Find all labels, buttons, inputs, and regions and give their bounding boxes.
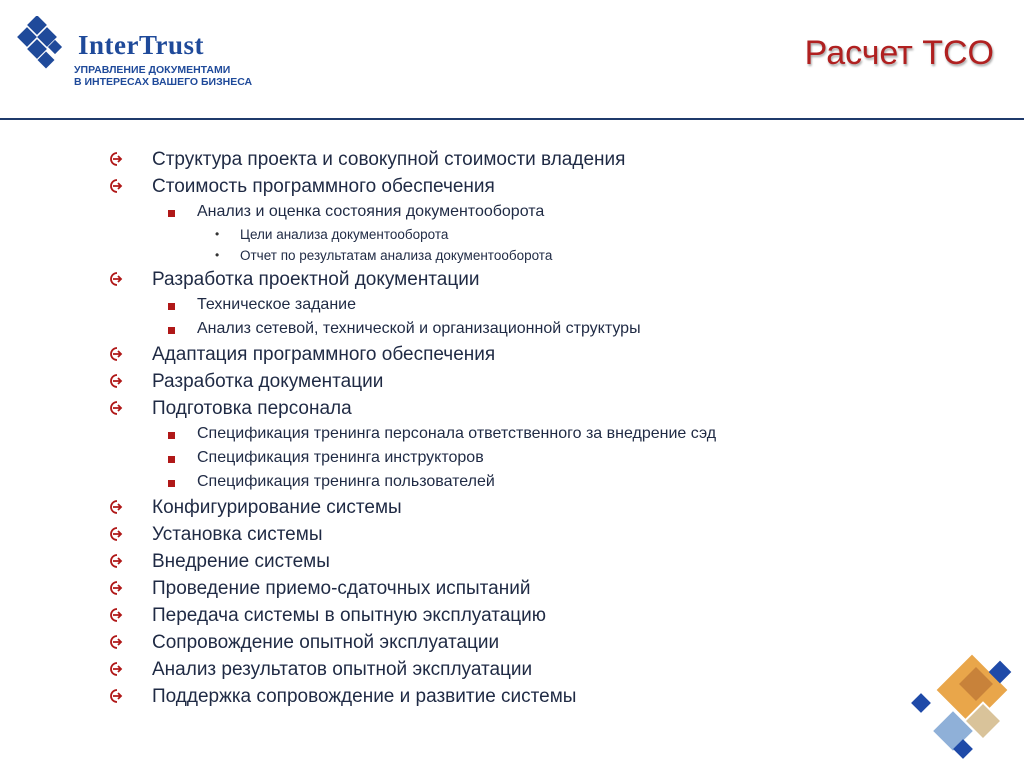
outline-item-level3 <box>108 245 988 266</box>
logo-wordmark: InterTrust <box>78 30 204 60</box>
outline-item-level2 <box>108 293 988 317</box>
outline-item-text: Структура проекта и совокупной стоимости владения <box>152 149 626 170</box>
outline-item-level1 <box>108 521 988 548</box>
outline-item-level2 <box>108 470 988 494</box>
decorative-diamond-collage-icon <box>906 646 1024 768</box>
arrow-circle-bullet-icon <box>108 368 126 395</box>
dot-bullet-icon: • <box>215 227 220 241</box>
dot-bullet-icon: • <box>215 248 220 262</box>
outline-item-text: Спецификация тренинга пользователей <box>197 473 495 490</box>
outline-item-text: Разработка документации <box>152 371 384 392</box>
slide-title: Расчет TCO <box>804 34 994 72</box>
outline-item-level2 <box>108 200 988 224</box>
outline-item-level1 <box>108 629 988 656</box>
outline-item-level1 <box>108 341 988 368</box>
outline-item-level1 <box>108 368 988 395</box>
outline-item-level1 <box>108 683 988 710</box>
arrow-circle-bullet-icon <box>108 521 126 548</box>
square-bullet-icon <box>168 210 175 217</box>
outline-item-level1 <box>108 266 988 293</box>
square-bullet-icon <box>168 456 175 463</box>
outline-item-text: Разработка проектной документации <box>152 269 480 290</box>
outline-item-text: Конфигурирование системы <box>152 497 402 518</box>
arrow-circle-bullet-icon <box>108 548 126 575</box>
outline-item-text: Анализ и оценка состояния документооборота <box>197 203 545 220</box>
arrow-circle-bullet-icon <box>108 173 126 200</box>
outline-item-text: Проведение приемо-сдаточных испытаний <box>152 578 531 599</box>
bullet-outline <box>108 146 988 710</box>
arrow-circle-bullet-icon <box>108 602 126 629</box>
outline-item-text: Передача системы в опытную эксплуатацию <box>152 605 547 626</box>
logo-tagline <box>74 64 252 88</box>
arrow-circle-bullet-icon <box>108 494 126 521</box>
outline-item-level1 <box>108 494 988 521</box>
outline-item-level2 <box>108 317 988 341</box>
outline-item-text: Анализ сетевой, технической и организационной структуры <box>197 320 641 337</box>
arrow-circle-bullet-icon <box>108 146 126 173</box>
outline-item-text: Спецификация тренинга персонала ответственного за внедрение сэд <box>197 425 717 442</box>
outline-item-text: Сопровождение опытной эксплуатации <box>152 632 500 653</box>
outline-item-text: Стоимость программного обеспечения <box>152 176 495 197</box>
outline-item-level1 <box>108 146 988 173</box>
arrow-circle-bullet-icon <box>108 575 126 602</box>
square-bullet-icon <box>168 480 175 487</box>
square-bullet-icon <box>168 432 175 439</box>
outline-item-level1 <box>108 602 988 629</box>
outline-item-level2 <box>108 446 988 470</box>
arrow-circle-bullet-icon <box>108 683 126 710</box>
slide-header <box>0 0 1024 120</box>
arrow-circle-bullet-icon <box>108 341 126 368</box>
outline-item-text: Подготовка персонала <box>152 398 352 419</box>
arrow-circle-bullet-icon <box>108 656 126 683</box>
logo-tagline-line2: В ИНТЕРЕСАХ ВАШЕГО БИЗНЕСА <box>74 76 253 88</box>
outline-item-text: Цели анализа документооборота <box>240 227 449 242</box>
diamond-logo-icon <box>16 16 80 80</box>
outline-item-level1 <box>108 548 988 575</box>
outline-item-level3 <box>108 224 988 245</box>
outline-item-text: Техническое задание <box>197 296 356 313</box>
arrow-circle-bullet-icon <box>108 395 126 422</box>
outline-item-level1 <box>108 656 988 683</box>
arrow-circle-bullet-icon <box>108 266 126 293</box>
outline-item-text: Отчет по результатам анализа документооборота <box>240 248 553 263</box>
outline-item-text: Спецификация тренинга инструкторов <box>197 449 484 466</box>
square-bullet-icon <box>168 327 175 334</box>
outline-item-text: Установка системы <box>152 524 323 545</box>
outline-item-text: Поддержка сопровождение и развитие системы <box>152 686 577 707</box>
outline-item-text: Анализ результатов опытной эксплуатации <box>152 659 533 680</box>
arrow-circle-bullet-icon <box>108 629 126 656</box>
outline-item-text: Внедрение системы <box>152 551 330 572</box>
square-bullet-icon <box>168 303 175 310</box>
logo-tagline-line1: УПРАВЛЕНИЕ ДОКУМЕНТАМИ <box>74 64 231 76</box>
outline-item-level1 <box>108 173 988 200</box>
intertrust-logo <box>16 16 253 96</box>
outline-item-level1 <box>108 575 988 602</box>
outline-item-level1 <box>108 395 988 422</box>
outline-item-text: Адаптация программного обеспечения <box>152 344 496 365</box>
outline-item-level2 <box>108 422 988 446</box>
header-divider <box>0 118 1024 120</box>
